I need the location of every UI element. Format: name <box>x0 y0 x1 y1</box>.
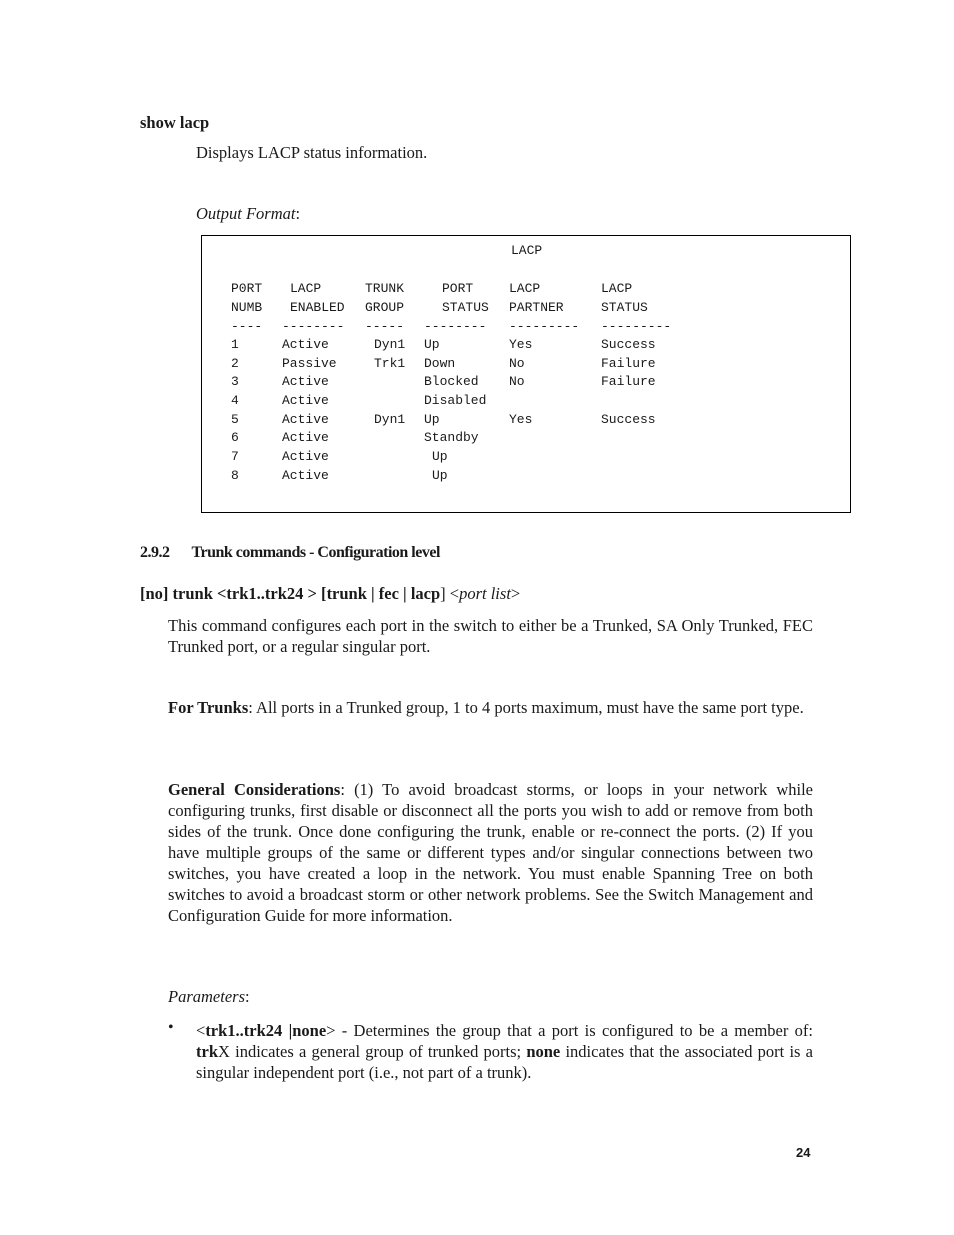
code-header-cell: STATUS <box>601 300 648 315</box>
code-data-row <box>202 412 852 431</box>
code-data-row <box>202 337 852 356</box>
code-data-row <box>202 449 852 468</box>
parameter-trk-description <box>196 1020 813 1083</box>
syntax-part: ] < <box>440 584 460 603</box>
code-cell: Failure <box>601 374 656 389</box>
code-cell: 4 <box>231 393 239 408</box>
code-cell: Yes <box>509 337 533 352</box>
for-trunks-text: : All ports in a Trunked group, 1 to 4 ports maximum, must have the same port type. <box>248 698 804 717</box>
code-header-cell: LACP <box>601 281 633 296</box>
syntax-part: > <box>510 584 521 603</box>
param-text: > - Determines the group that a port is configured to be a member of: <box>326 1021 813 1040</box>
general-considerations-lead: General Considerations <box>168 780 341 799</box>
code-cell: Active <box>282 468 329 483</box>
page-number: 24 <box>796 1145 811 1160</box>
code-title-row <box>202 243 852 262</box>
trunk-description: This command configures each port in the switch to either be a Trunked, SA Only Trunked, FEC Trunked port, or a regular singular port. <box>168 616 813 656</box>
code-cell: Blocked <box>424 374 479 389</box>
code-cell: Dyn1 <box>374 412 406 427</box>
code-cell: No <box>509 374 525 389</box>
code-dash: --------- <box>509 319 580 334</box>
code-data-row <box>202 356 852 375</box>
code-cell: Active <box>282 449 329 464</box>
syntax-part: [no] trunk <trk1..trk24 > [ <box>140 584 327 603</box>
output-format-label <box>196 204 300 224</box>
code-cell: 1 <box>231 337 239 352</box>
output-format-text: Output Format <box>196 204 296 223</box>
code-cell: Up <box>432 449 448 464</box>
code-header-cell: LACP <box>290 281 322 296</box>
param-trk: trk <box>196 1042 218 1061</box>
code-cell: Success <box>601 412 656 427</box>
code-cell: Up <box>432 468 448 483</box>
code-header-cell: NUMB <box>231 300 263 315</box>
code-data-row <box>202 393 852 412</box>
code-cell: 3 <box>231 374 239 389</box>
code-cell: Failure <box>601 356 656 371</box>
code-cell: Active <box>282 412 329 427</box>
code-header-cell: PARTNER <box>509 300 564 315</box>
code-cell: Standby <box>424 430 479 445</box>
param-text: indicates that the associated port is a singular independent port (i.e., not part of a trunk). <box>196 1042 813 1082</box>
code-header-cell: GROUP <box>365 300 405 315</box>
for-trunks-paragraph <box>168 697 813 718</box>
trunk-command-syntax <box>140 584 520 604</box>
code-data-row <box>202 374 852 393</box>
code-dash: ----- <box>365 319 405 334</box>
parameters-label <box>168 987 250 1007</box>
syntax-port-list: port list <box>459 584 511 603</box>
code-cell: Down <box>424 356 456 371</box>
general-considerations-text: : (1) To avoid broadcast storms, or loops in your network while configuring trunks, first disable or disconnect all the ports you wish to add or remove from both sides of the trunk. Once done configuring the trunk, enable or re-connect the ports. (2) If you have multiple groups of the same or different types and/or singular connections between two switches, you have created a loop in the network. You must enable Spanning Tree on both switches to avoid a broadcast storm or other network problems. See the Switch Management and Configuration Guide for more information. <box>168 780 814 925</box>
code-cell: Active <box>282 430 329 445</box>
command-heading: show lacp <box>140 113 210 132</box>
code-cell: 8 <box>231 468 239 483</box>
code-header-row-1 <box>202 281 852 300</box>
code-cell: 7 <box>231 449 239 464</box>
code-cell: 5 <box>231 412 239 427</box>
code-dash-row <box>202 319 852 338</box>
code-cell: Active <box>282 337 329 352</box>
code-cell: Active <box>282 393 329 408</box>
param-name: trk1..trk24 |none <box>205 1021 327 1040</box>
syntax-options: trunk | fec | lacp <box>326 584 441 603</box>
code-header-cell: PORT <box>442 281 474 296</box>
section-heading <box>140 544 440 562</box>
code-header-cell: LACP <box>509 281 541 296</box>
code-cell: Up <box>424 412 440 427</box>
code-dash: ---- <box>231 319 263 334</box>
code-cell: Up <box>424 337 440 352</box>
code-header-cell: TRUNK <box>365 281 405 296</box>
param-text: < <box>196 1021 206 1040</box>
parameters-text: Parameters <box>168 987 245 1006</box>
code-cell: Yes <box>509 412 533 427</box>
code-header-cell: ENABLED <box>290 300 345 315</box>
output-format-colon: : <box>295 204 301 223</box>
code-cell: Passive <box>282 356 337 371</box>
code-dash: -------- <box>424 319 487 334</box>
code-cell: Dyn1 <box>374 337 406 352</box>
code-data-row <box>202 468 852 487</box>
code-header-row-2 <box>202 300 852 319</box>
section-number: 2.9.2 <box>140 544 170 561</box>
param-text: X indicates a general group of trunked ports; <box>218 1042 527 1061</box>
code-title: LACP <box>511 243 543 258</box>
bullet-icon: • <box>168 1019 174 1036</box>
code-cell: 2 <box>231 356 239 371</box>
code-header-cell: P0RT <box>231 281 263 296</box>
parameters-colon: : <box>245 987 250 1006</box>
code-cell: No <box>509 356 525 371</box>
general-considerations-paragraph <box>168 779 813 926</box>
section-title: Trunk commands - Configuration level <box>191 544 440 561</box>
param-none: none <box>526 1042 561 1061</box>
code-cell: Trk1 <box>374 356 406 371</box>
lacp-output-box <box>201 235 851 513</box>
code-cell: Active <box>282 374 329 389</box>
code-data-row <box>202 430 852 449</box>
code-cell: 6 <box>231 430 239 445</box>
code-cell: Disabled <box>424 393 487 408</box>
code-dash: --------- <box>601 319 672 334</box>
code-dash: -------- <box>282 319 345 334</box>
code-cell: Success <box>601 337 656 352</box>
code-header-cell: STATUS <box>442 300 489 315</box>
for-trunks-lead: For Trunks <box>168 698 249 717</box>
command-description: Displays LACP status information. <box>196 143 428 162</box>
